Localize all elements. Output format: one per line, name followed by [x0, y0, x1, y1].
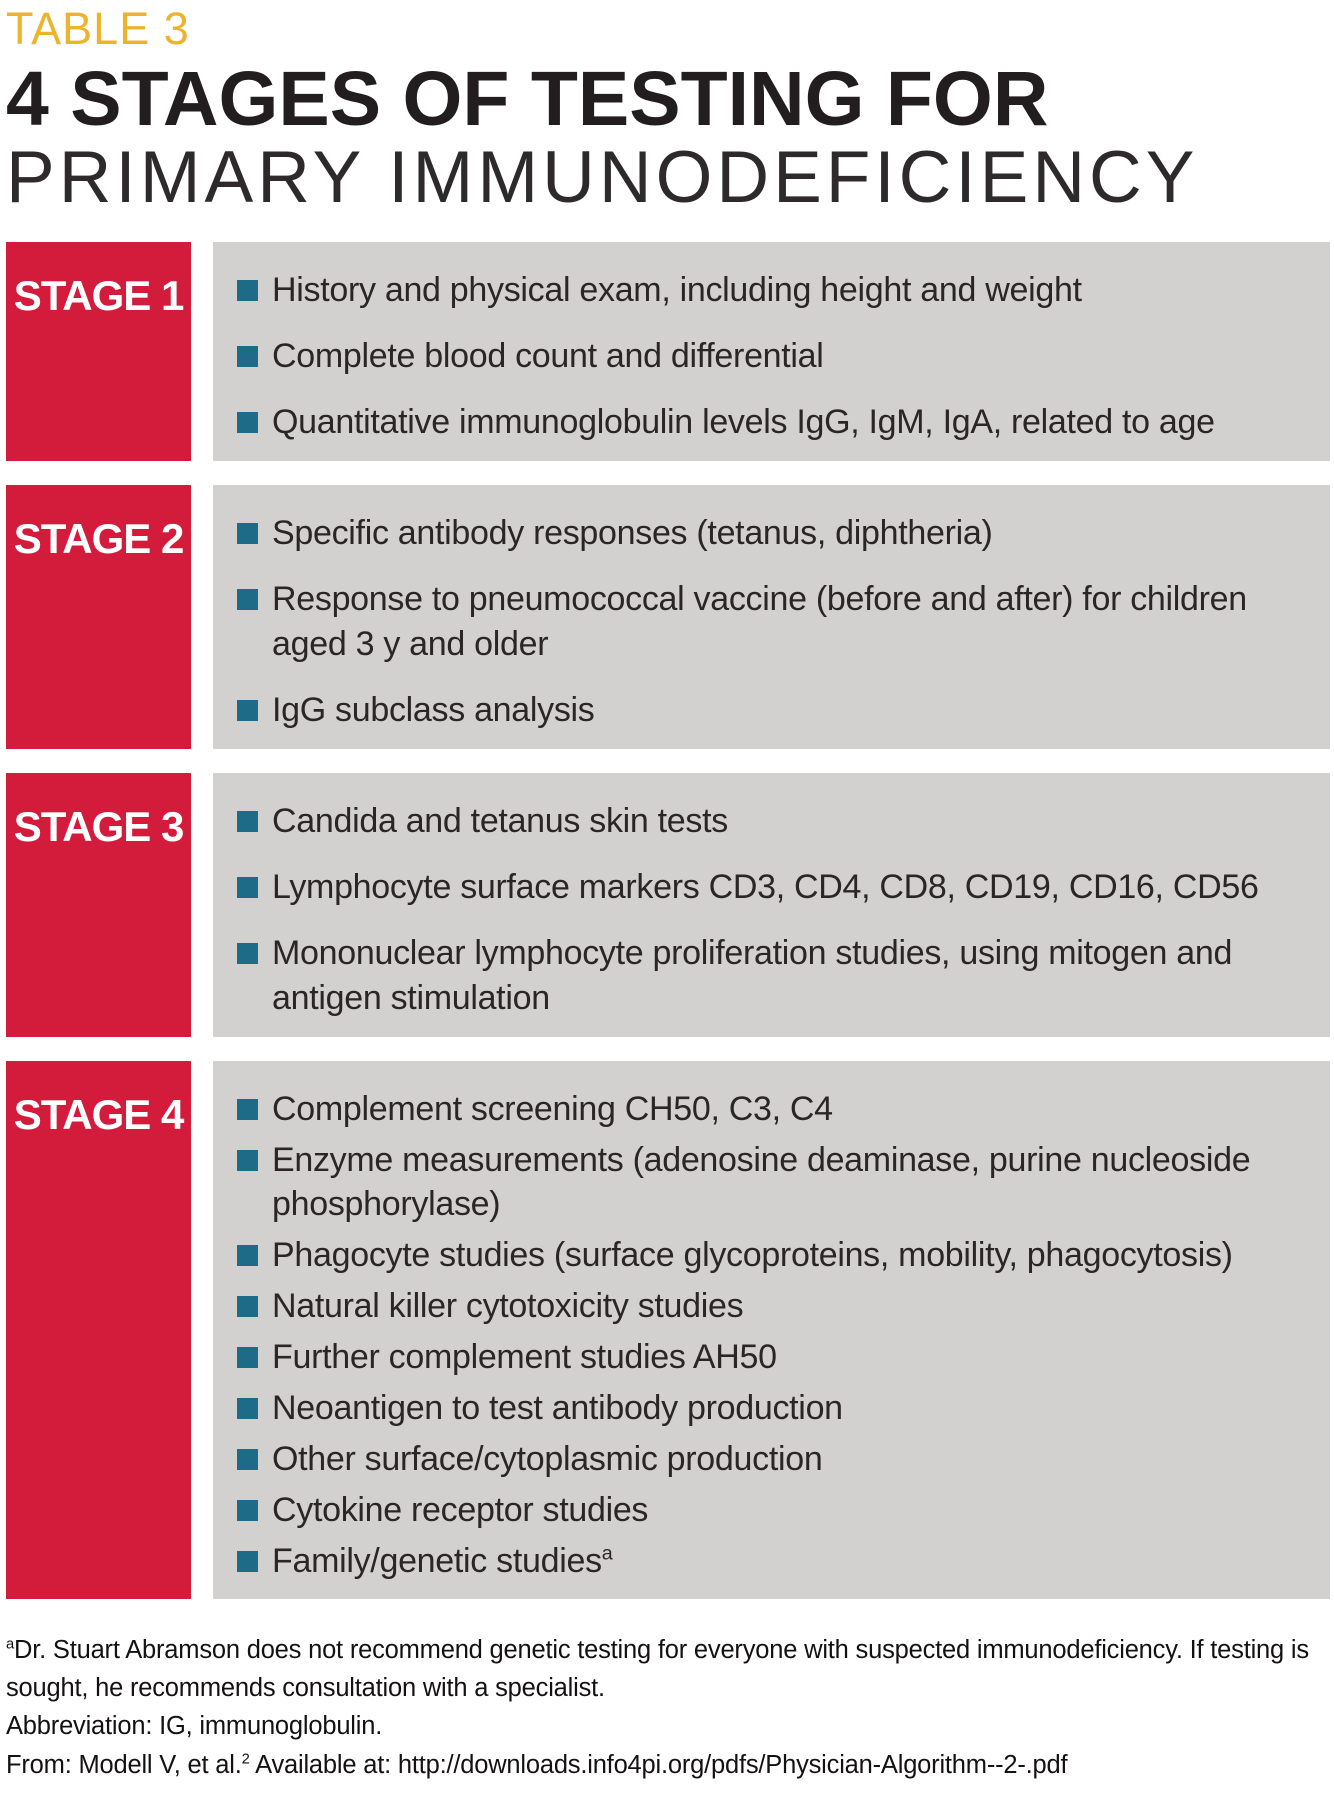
stage-item-text: Neoantigen to test antibody production: [272, 1388, 843, 1427]
stage-item: [237, 1284, 1290, 1328]
bullet-square-icon: [237, 412, 258, 433]
stage-item: [237, 1233, 1290, 1277]
bullet-square-icon: [237, 1296, 258, 1317]
footnote-source-text: From: Modell V, et al.: [6, 1750, 242, 1779]
stage-1-content: [213, 242, 1330, 461]
stage-item: [237, 1437, 1290, 1481]
bullet-square-icon: [237, 1500, 258, 1521]
footnote-abbreviation: Abbreviation: IG, immunoglobulin.: [6, 1712, 383, 1741]
stage-2-label: STAGE 2: [6, 485, 191, 749]
footnotes: [6, 1631, 1330, 1784]
bullet-square-icon: [237, 1347, 258, 1368]
stage-row-3: [6, 773, 1330, 1037]
stage-item: [237, 1087, 1290, 1131]
stage-4-content: [213, 1061, 1330, 1599]
footnote-a: [6, 1631, 1330, 1708]
stage-item: [237, 400, 1290, 445]
table-number-label: TABLE 3: [6, 3, 190, 54]
bullet-square-icon: [237, 943, 258, 964]
stage-item-text: Complement screening CH50, C3, C4: [272, 1089, 833, 1128]
stage-item-text: Response to pneumococcal vaccine (before and after) for children aged 3 y and older: [272, 579, 1247, 663]
stage-item-text: Other surface/cytoplasmic production: [272, 1439, 823, 1478]
stage-4-label: STAGE 4: [6, 1061, 191, 1599]
bullet-square-icon: [237, 523, 258, 544]
stage-item: [237, 268, 1290, 313]
stage-item: [237, 865, 1290, 910]
bullet-square-icon: [237, 1150, 258, 1171]
page-subtitle: PRIMARY IMMUNODEFICIENCY: [6, 137, 1199, 218]
stage-item: [237, 688, 1290, 733]
bullet-square-icon: [237, 346, 258, 367]
stage-item: [237, 511, 1290, 556]
stage-item-text: Natural killer cytotoxicity studies: [272, 1286, 744, 1325]
bullet-square-icon: [237, 1245, 258, 1266]
stage-item: [237, 1335, 1290, 1379]
bullet-square-icon: [237, 1099, 258, 1120]
stage-item: [237, 1386, 1290, 1430]
stage-item-text: Cytokine receptor studies: [272, 1490, 649, 1529]
stage-item-text: Family/genetic studies$^a$: [272, 1541, 613, 1580]
stage-item: [237, 799, 1290, 844]
stage-1-item-list: [237, 268, 1290, 445]
stage-item: [237, 931, 1290, 1021]
stage-item-text: Further complement studies AH50: [272, 1337, 777, 1376]
footnote-source: [6, 1746, 1330, 1784]
row-gutter: [191, 773, 213, 1037]
footnote-source-ref-marker: 2: [241, 1751, 250, 1768]
stage-2-content: [213, 485, 1330, 749]
stage-item: [237, 334, 1290, 379]
row-gutter: [191, 485, 213, 749]
stage-item-text: Phagocyte studies (surface glycoproteins, mobility, phagocytosis): [272, 1235, 1233, 1274]
bullet-square-icon: [237, 877, 258, 898]
stage-item-text: Specific antibody responses (tetanus, diphtheria): [272, 513, 993, 552]
stage-item-text: IgG subclass analysis: [272, 690, 595, 729]
footnote-a-text: Dr. Stuart Abramson does not recommend genetic testing for everyone with suspected immunodeficiency. If testing is sought, he recommends consultation with a specialist.: [6, 1635, 1309, 1703]
stage-item-text: History and physical exam, including height and weight: [272, 270, 1082, 309]
bullet-square-icon: [237, 811, 258, 832]
stage-item: [237, 1539, 1290, 1583]
stage-3-item-list: [237, 799, 1290, 1021]
stage-3-label: STAGE 3: [6, 773, 191, 1037]
stage-item-text: Complete blood count and differential: [272, 336, 824, 375]
bullet-square-icon: [237, 1551, 258, 1572]
stage-1-label: STAGE 1: [6, 242, 191, 461]
stage-item-text: Enzyme measurements (adenosine deaminase, purine nucleoside phosphorylase): [272, 1140, 1251, 1223]
bullet-square-icon: [237, 1449, 258, 1470]
page-title: 4 STAGES OF TESTING FOR: [6, 56, 1049, 142]
stage-2-item-list: [237, 511, 1290, 733]
stage-3-content: [213, 773, 1330, 1037]
bullet-square-icon: [237, 700, 258, 721]
stage-item-text: Candida and tetanus skin tests: [272, 801, 728, 840]
stage-item-text: Quantitative immunoglobulin levels IgG, IgM, IgA, related to age: [272, 402, 1215, 441]
footnote-a-marker: a: [6, 1636, 15, 1653]
stage-row-1: [6, 242, 1330, 461]
stage-item: [237, 1138, 1290, 1226]
bullet-square-icon: [237, 1398, 258, 1419]
stage-item: [237, 1488, 1290, 1532]
bullet-square-icon: [237, 280, 258, 301]
row-gutter: [191, 242, 213, 461]
row-gutter: [191, 1061, 213, 1599]
stage-item-text: Lymphocyte surface markers CD3, CD4, CD8, CD19, CD16, CD56: [272, 867, 1259, 906]
superscript-marker: a: [601, 1542, 613, 1565]
stage-item: [237, 577, 1290, 667]
stage-4-item-list: [237, 1087, 1290, 1583]
bullet-square-icon: [237, 589, 258, 610]
stage-item-text: Mononuclear lymphocyte proliferation studies, using mitogen and antigen stimulation: [272, 933, 1233, 1017]
footnote-source-url: Available at: http://downloads.info4pi.org/pdfs/Physician-Algorithm--2-.pdf: [249, 1750, 1068, 1779]
stage-row-4: [6, 1061, 1330, 1599]
stage-row-2: [6, 485, 1330, 749]
